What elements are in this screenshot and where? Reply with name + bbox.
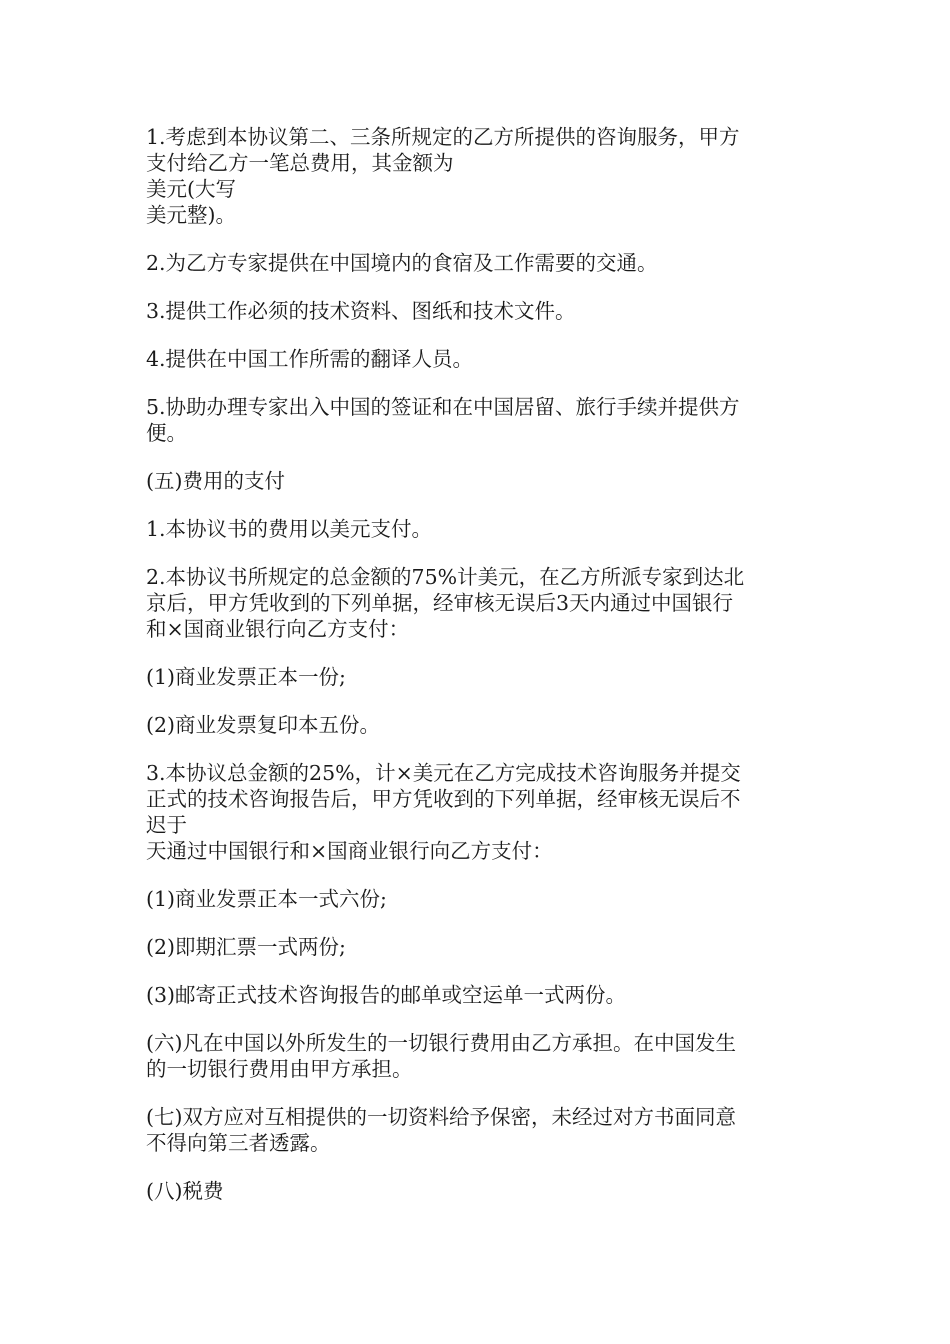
- text-line: 2.为乙方专家提供在中国境内的食宿及工作需要的交通。: [146, 251, 658, 275]
- text-line: 1.考虑到本协议第二、三条所规定的乙方所提供的咨询服务，甲方: [146, 125, 740, 149]
- text-line: 美元(大写: [146, 177, 236, 201]
- paragraph-first-payment: [146, 564, 812, 642]
- paragraph-visa: [146, 394, 812, 446]
- text-line: 迟于: [146, 813, 187, 837]
- text-line: 的一切银行费用由甲方承担。: [146, 1057, 413, 1081]
- section-heading-payment: [146, 468, 812, 494]
- list-item: [146, 934, 812, 960]
- paragraph-total-fee: [146, 124, 812, 228]
- text-line: 1.本协议书的费用以美元支付。: [146, 517, 433, 541]
- list-item: [146, 982, 812, 1008]
- text-line: (3)邮寄正式技术咨询报告的邮单或空运单一式两份。: [146, 983, 627, 1007]
- text-line: (六)凡在中国以外所发生的一切银行费用由乙方承担。在中国发生: [146, 1031, 736, 1055]
- section-confidentiality: [146, 1104, 812, 1156]
- paragraph-translators: [146, 346, 812, 372]
- text-line: 京后，甲方凭收到的下列单据，经审核无误后3天内通过中国银行: [146, 591, 734, 615]
- text-line: 正式的技术咨询报告后，甲方凭收到的下列单据，经审核无误后不: [146, 787, 741, 811]
- list-item: [146, 712, 812, 738]
- text-line: (七)双方应对互相提供的一切资料给予保密，未经过对方书面同意: [146, 1105, 736, 1129]
- section-bank-fees: [146, 1030, 812, 1082]
- text-line: 和×国商业银行向乙方支付：: [146, 617, 410, 641]
- text-line: (1)商业发票正本一式六份;: [146, 887, 387, 911]
- text-line: 天通过中国银行和×国商业银行向乙方支付：: [146, 839, 553, 863]
- text-line: 2.本协议书所规定的总金额的75%计美元，在乙方所派专家到达北: [146, 565, 745, 589]
- text-line: (2)商业发票复印本五份。: [146, 713, 381, 737]
- text-line: 4.提供在中国工作所需的翻译人员。: [146, 347, 474, 371]
- list-item: [146, 886, 812, 912]
- section-heading-taxes: [146, 1178, 812, 1204]
- paragraph-currency: [146, 516, 812, 542]
- text-line: (2)即期汇票一式两份;: [146, 935, 346, 959]
- text-line: 美元整)。: [146, 203, 236, 227]
- text-line: (1)商业发票正本一份;: [146, 665, 346, 689]
- text-line: (八)税费: [146, 1179, 224, 1203]
- text-line: 3.提供工作必须的技术资料、图纸和技术文件。: [146, 299, 576, 323]
- text-line: 5.协助办理专家出入中国的签证和在中国居留、旅行手续并提供方: [146, 395, 740, 419]
- paragraph-second-payment: [146, 760, 812, 864]
- text-line: 3.本协议总金额的25%，计×美元在乙方完成技术咨询服务并提交: [146, 761, 741, 785]
- paragraph-accommodation: [146, 250, 812, 276]
- text-line: 不得向第三者透露。: [146, 1131, 331, 1155]
- text-line: (五)费用的支付: [146, 469, 285, 493]
- text-line: 便。: [146, 421, 187, 445]
- document-body: [146, 124, 812, 1226]
- list-item: [146, 664, 812, 690]
- paragraph-technical-materials: [146, 298, 812, 324]
- text-line: 支付给乙方一笔总费用，其金额为: [146, 151, 454, 175]
